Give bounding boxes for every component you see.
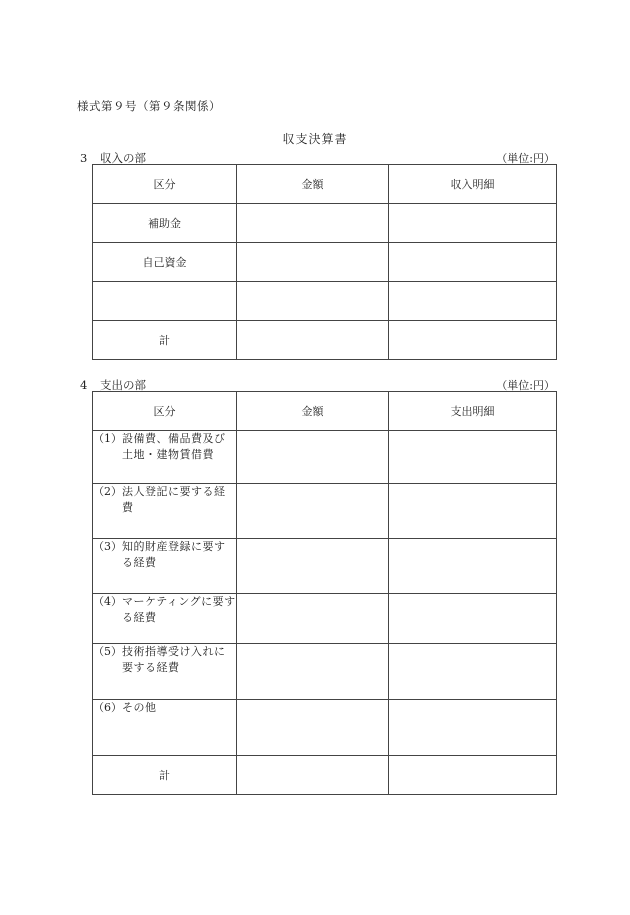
income-section-number: 3 (80, 151, 88, 165)
expense-amount-cell[interactable] (237, 700, 389, 756)
expense-item-text: マーケティングに要する経費 (122, 595, 236, 624)
expense-details-cell[interactable] (389, 484, 557, 539)
income-header-details: 収入明細 (389, 165, 557, 204)
expense-item-text: 設備費、備品費及び土地・建物賃借費 (122, 432, 226, 461)
expense-amount-cell[interactable] (237, 644, 389, 700)
expense-row-other (93, 700, 557, 756)
expense-total-label: 計 (93, 756, 237, 795)
income-amount-cell[interactable] (237, 204, 389, 243)
expense-item-cell (93, 594, 237, 644)
income-row-label: 計 (93, 321, 237, 360)
expense-item-text: 法人登記に要する経費 (122, 485, 226, 514)
expense-section-number: 4 (80, 378, 88, 392)
expense-header-row (93, 392, 557, 431)
income-unit-label: （単位:円） (496, 152, 555, 165)
expense-header-amount: 金額 (237, 392, 389, 431)
income-amount-cell[interactable] (237, 321, 389, 360)
expense-section-heading: 支出の部 (100, 378, 146, 392)
expense-amount-cell[interactable] (237, 431, 389, 484)
income-row-blank (93, 282, 557, 321)
expense-item-cell (93, 484, 237, 539)
expense-details-cell[interactable] (389, 700, 557, 756)
income-header-row (93, 165, 557, 204)
expense-amount-cell[interactable] (237, 756, 389, 795)
expense-item-text: 知的財産登録に要する経費 (122, 540, 226, 569)
expense-amount-cell[interactable] (237, 484, 389, 539)
income-details-cell[interactable] (389, 282, 557, 321)
income-table (92, 164, 557, 360)
expense-row-registration (93, 484, 557, 539)
expense-details-cell[interactable] (389, 594, 557, 644)
expense-row-equipment (93, 431, 557, 484)
expense-item-cell (93, 431, 237, 484)
expense-details-cell[interactable] (389, 644, 557, 700)
expense-row-technical (93, 644, 557, 700)
form-label: 様式第９号（第９条関係） (77, 99, 221, 113)
income-row-own-funds (93, 243, 557, 282)
expense-item-text: 技術指導受け入れに要する経費 (122, 645, 226, 674)
expense-table (92, 391, 557, 795)
income-amount-cell[interactable] (237, 243, 389, 282)
expense-header-details: 支出明細 (389, 392, 557, 431)
expense-item-cell (93, 539, 237, 594)
expense-row-total (93, 756, 557, 795)
expense-item-number: （3） (93, 540, 122, 553)
income-header-amount: 金額 (237, 165, 389, 204)
income-details-cell[interactable] (389, 204, 557, 243)
income-details-cell[interactable] (389, 243, 557, 282)
expense-item-text: その他 (122, 701, 157, 714)
expense-item-cell (93, 644, 237, 700)
expense-amount-cell[interactable] (237, 539, 389, 594)
expense-amount-cell[interactable] (237, 594, 389, 644)
document-title: 収支決算書 (282, 132, 348, 146)
expense-item-number: （6） (93, 701, 122, 714)
income-header-category: 区分 (93, 165, 237, 204)
income-row-subsidy (93, 204, 557, 243)
expense-item-number: （5） (93, 645, 122, 658)
income-row-label: 自己資金 (93, 243, 237, 282)
income-row-label: 補助金 (93, 204, 237, 243)
expense-row-marketing (93, 594, 557, 644)
income-details-cell[interactable] (389, 321, 557, 360)
expense-unit-label: （単位:円） (496, 379, 555, 392)
expense-details-cell[interactable] (389, 539, 557, 594)
income-row-total (93, 321, 557, 360)
expense-item-number: （2） (93, 485, 122, 498)
expense-row-ip (93, 539, 557, 594)
expense-item-cell (93, 700, 237, 756)
expense-details-cell[interactable] (389, 756, 557, 795)
income-row-label[interactable] (93, 282, 237, 321)
income-section-heading: 収入の部 (100, 151, 146, 165)
income-amount-cell[interactable] (237, 282, 389, 321)
expense-item-number: （4） (93, 595, 122, 608)
expense-header-category: 区分 (93, 392, 237, 431)
expense-item-number: （1） (93, 432, 122, 445)
expense-details-cell[interactable] (389, 431, 557, 484)
